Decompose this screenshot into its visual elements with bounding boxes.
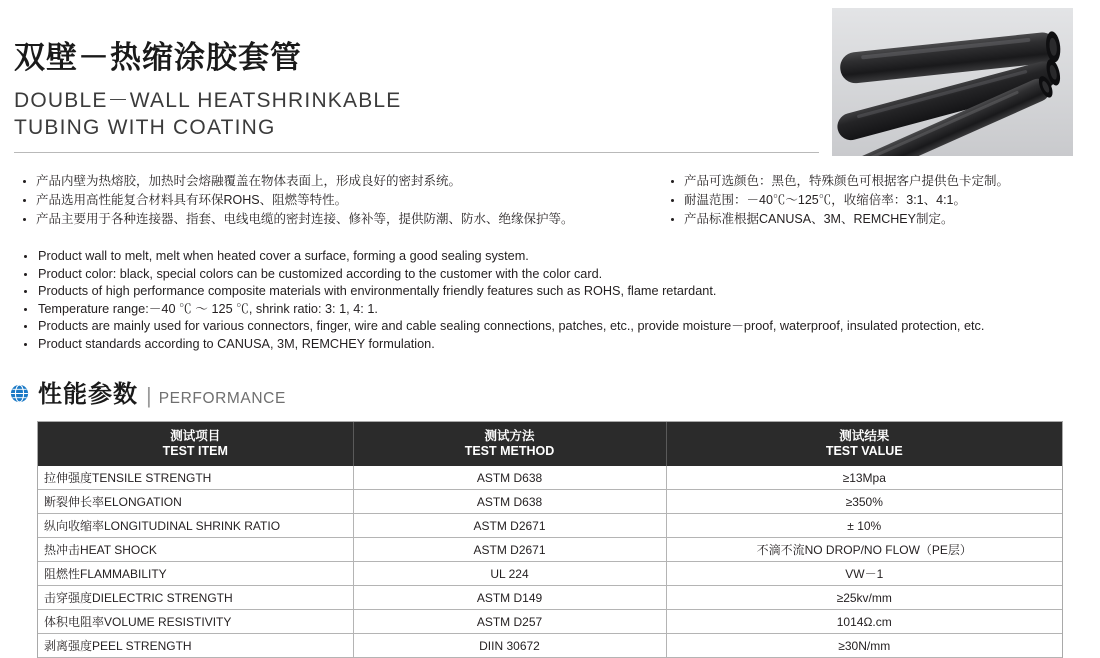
table-row	[38, 466, 1062, 490]
cell-test-value: 不滴不流NO DROP/NO FLOW（PE层）	[666, 538, 1062, 562]
cell-test-item: 拉伸强度TENSILE STRENGTH	[38, 466, 353, 490]
column-header-test-method-cn: 测试方法	[484, 429, 535, 443]
features-chinese-left-list	[20, 172, 660, 229]
section-separator: |	[146, 383, 152, 408]
cell-test-method: ASTM D2671	[353, 538, 666, 562]
table-row	[38, 562, 1062, 586]
table-header	[38, 422, 1062, 466]
page-header	[0, 0, 1100, 160]
list-item: 产品主要用于各种连接器、指套、电线电缆的密封连接、修补等，提供防潮、防水、绝缘保护等。	[20, 210, 660, 229]
cell-test-value: ≥25kv/mm	[666, 586, 1062, 610]
list-item: Product color: black, special colors can be customized according to the customer with the color card.	[20, 266, 1090, 284]
table-row	[38, 586, 1062, 610]
page-title-en	[14, 88, 814, 142]
list-item: 产品标准根据CANUSA、3M、REMCHEY制定。	[668, 210, 1088, 229]
list-item: 产品内壁为热熔胶，加热时会熔融覆盖在物体表面上，形成良好的密封系统。	[20, 172, 660, 191]
cell-test-value: ≥350%	[666, 490, 1062, 514]
features-english-list	[20, 248, 1090, 353]
column-header-test-value-cn: 测试结果	[839, 429, 890, 443]
list-item: 产品选用高性能复合材料具有环保ROHS、阻燃等特性。	[20, 191, 660, 210]
page-title-cn: 双壁－热缩涂胶套管	[14, 40, 302, 75]
table-body	[38, 466, 1062, 658]
list-item: Products are mainly used for various connectors, finger, wire and cable sealing connections, patches, etc., provide moisture－proof, waterproof, insulated protection, etc.	[20, 318, 1090, 336]
cell-test-item: 断裂伸长率ELONGATION	[38, 490, 353, 514]
section-title-cn: 性能参数	[38, 381, 138, 408]
table-row	[38, 514, 1062, 538]
cell-test-value: ≥30N/mm	[666, 634, 1062, 658]
column-header-test-method	[353, 422, 666, 466]
list-item: Product wall to melt, melt when heated cover a surface, forming a good sealing system.	[20, 248, 1090, 266]
cell-test-item: 热冲击HEAT SHOCK	[38, 538, 353, 562]
features-english	[0, 248, 1100, 353]
column-header-test-value-en: TEST VALUE	[825, 444, 903, 458]
product-photo	[832, 8, 1073, 156]
list-item: Product standards according to CANUSA, 3M, REMCHEY formulation.	[20, 336, 1090, 354]
performance-table-wrapper	[37, 421, 1063, 658]
table-header-row	[38, 422, 1062, 466]
column-header-test-item-en: TEST ITEM	[162, 444, 228, 458]
list-item: Products of high performance composite materials with environmentally friendly features such as ROHS, flame retardant.	[20, 283, 1090, 301]
cell-test-method: ASTM D2671	[353, 514, 666, 538]
column-header-test-value	[666, 422, 1062, 466]
section-title-en: PERFORMANCE	[158, 389, 286, 407]
table-row	[38, 490, 1062, 514]
page-title-en-line2: TUBING WITH COATING	[14, 115, 276, 139]
cell-test-value: 1014Ω.cm	[666, 610, 1062, 634]
features-chinese-right-column	[668, 172, 1088, 229]
cell-test-method: DIIN 30672	[353, 634, 666, 658]
cell-test-value: ≥13Mpa	[666, 466, 1062, 490]
list-item: Temperature range:－40 ℃ ～ 125 ℃, shrink ratio: 3: 1, 4: 1.	[20, 301, 1090, 319]
cell-test-method: ASTM D149	[353, 586, 666, 610]
tubing-illustration	[832, 8, 1073, 156]
globe-icon	[10, 384, 29, 403]
title-divider	[14, 152, 819, 153]
features-chinese-left-column	[20, 172, 660, 229]
cell-test-method: ASTM D638	[353, 466, 666, 490]
page-title-en-line1: DOUBLE－WALL HEATSHRINKABLE	[14, 88, 402, 112]
list-item: 产品可选颜色：黑色，特殊颜色可根据客户提供色卡定制。	[668, 172, 1088, 191]
cell-test-item: 阻燃性FLAMMABILITY	[38, 562, 353, 586]
title-block	[14, 40, 814, 141]
cell-test-method: ASTM D257	[353, 610, 666, 634]
features-chinese-right-list	[668, 172, 1088, 229]
performance-section-heading	[0, 373, 1100, 407]
cell-test-item: 体积电阻率VOLUME RESISTIVITY	[38, 610, 353, 634]
features-chinese	[0, 172, 1100, 234]
performance-table	[38, 422, 1062, 658]
cell-test-item: 剥离强度PEEL STRENGTH	[38, 634, 353, 658]
cell-test-method: UL 224	[353, 562, 666, 586]
cell-test-item: 击穿强度DIELECTRIC STRENGTH	[38, 586, 353, 610]
cell-test-value: VW－1	[666, 562, 1062, 586]
cell-test-value: ± 10%	[666, 514, 1062, 538]
column-header-test-method-en: TEST METHOD	[464, 444, 555, 458]
cell-test-method: ASTM D638	[353, 490, 666, 514]
cell-test-item: 纵向收缩率LONGITUDINAL SHRINK RATIO	[38, 514, 353, 538]
column-header-test-item	[38, 422, 353, 466]
list-item: 耐温范围：－40℃～125℃，收缩倍率：3:1、4:1。	[668, 191, 1088, 210]
table-row	[38, 634, 1062, 658]
table-row	[38, 538, 1062, 562]
column-header-test-item-cn: 测试项目	[170, 429, 221, 443]
